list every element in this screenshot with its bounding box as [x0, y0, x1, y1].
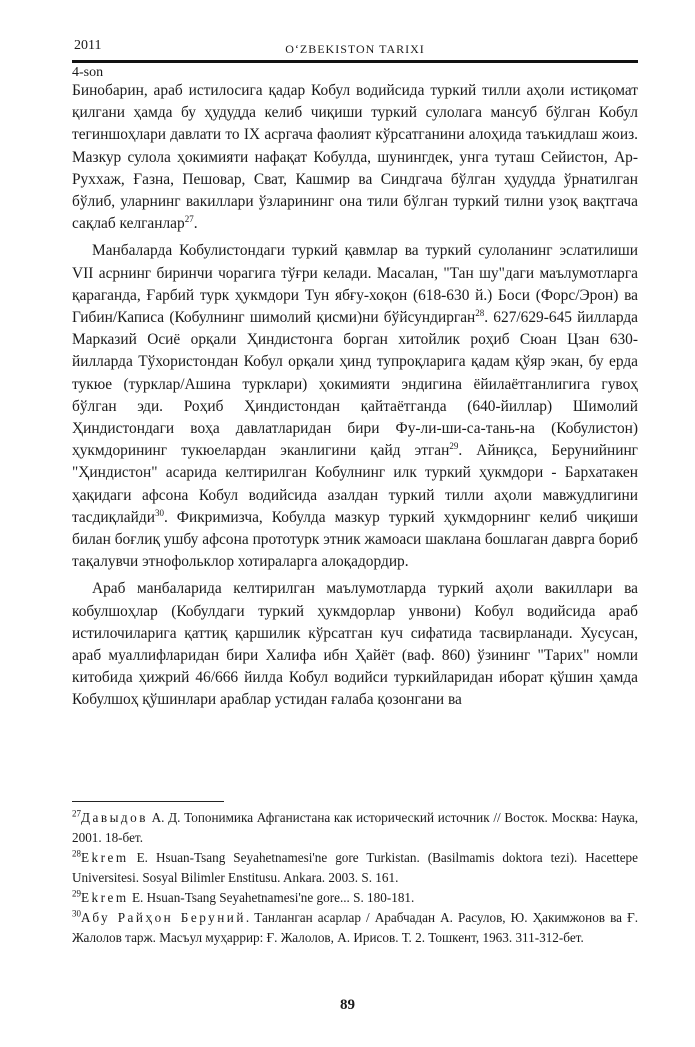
footnote-author: Давыдов: [81, 810, 148, 825]
body-text: [72, 80, 638, 712]
footnote-ref: 27: [184, 214, 194, 225]
footnote: [72, 888, 638, 908]
footnote-author: Ekrem: [81, 890, 129, 905]
footnote-text: А. Д. Топонимика Афганистана как исторический источник // Восток. Москва: Наука, 2001. 18-бет.: [72, 810, 638, 845]
footnote-number: 29: [72, 888, 81, 899]
running-header: [72, 38, 638, 60]
paragraph-text: .: [193, 215, 198, 233]
paragraph: [72, 578, 638, 711]
header-journal-title: O‘ZBEKISTON TARIXI: [285, 42, 425, 56]
paragraph-text: . Айниқса, Берунийнинг "Ҳиндистон" асарида келтирилган Кобулнинг илк туркий ҳукмдори - Бархатакен ҳақидаги афсона Кобул водийсида азалдан туркий тилли аҳоли мавжудлигини тасдиқлайди: [72, 442, 638, 526]
footnote-number: 27: [72, 808, 81, 819]
footnote-ref: 28: [475, 307, 485, 318]
paragraph-text: Араб манбаларида келтирилган маълумотларда туркий аҳоли вакиллари ва кобулшоҳлар (Кобулдаги туркий ҳукмдорлар унвони) Кобул водийсида араб истилочиларига қаттиқ қаршилик кўрсатган куч сифатида тасвирланади. Хусусан, араб муаллифларидан бири Халифа ибн Ҳайёт (ваф. 860) ўзининг "Тарих" номли китобида ҳижрий 46/666 йилда Кобул водийси туркийларидан иборат қўшин ҳамда Кобулшоҳ қўшинлари араблар устидан ғалаба қозонгани ва: [72, 580, 638, 709]
footnote-author: Ekrem: [81, 850, 129, 865]
footnote-number: 30: [72, 908, 81, 919]
footnote-author: Абу Райҳон Беруний: [81, 910, 246, 925]
footnote: [72, 848, 638, 888]
footnote-text: . Танланган асарлар / Арабчадан А. Расулов, Ю. Ҳакимжонов ва Ғ. Жалолов тарж. Масъул муҳаррир: Ғ. Жалолов, А. Ирисов. Т. 2. Тошкент, 1963. 311-312-бет.: [72, 910, 638, 945]
paragraph-text: . 627/629-645 йилларда Марказий Осиё орқали Ҳиндистонга борган хитойлик роҳиб Сюан Цзан 630-йилларда Тўхористондан Кобул орқали ҳинд тупроқларига қадам қўяр экан, бу ерда тукюе (турклар/Ашина турклари) ҳокимияти эндигина ёйилаётганлигига гувоҳ бўлган эди. Роҳиб Ҳиндистондан қайтаётганда (640-йиллар) Шимолий Ҳиндистондаги воҳа давлатларидан бири Фу-ли-ши-са-тань-на (Кобулистон) ҳукмдорининг тукюелардан эканлигини қайд этган: [72, 309, 638, 460]
footnote-separator: [72, 801, 224, 802]
paragraph: [72, 80, 638, 235]
header-year: 2011: [74, 38, 102, 53]
footnote: [72, 808, 638, 848]
footnote-number: 28: [72, 848, 81, 859]
header-rule: [72, 60, 638, 63]
footnotes: [72, 808, 638, 948]
paragraph-text: Бинобарин, араб истилосига қадар Кобул водийсида туркий тилли аҳоли истиқомат қилгани ҳамда бу ҳудудда келиб чиқиши туркий сулолага мансуб бўлган Кобул тегиншоҳлари давлати то IX асргача фаолият кўрсатганини алоҳида таъкидлаш жоиз. Мазкур сулола ҳокимияти нафақат Кобулда, шунингдек, унга туташ Сейистон, Ар-Руххаж, Ғазна, Пешовар, Сват, Кашмир ва Синдгача бўлган ҳудудда ўрнатилган бўлиб, уларнинг вакиллари ўзларининг она тили бўлган туркий тилни узоқ вақтгача сақлаб келганлар: [72, 82, 638, 233]
footnote: [72, 908, 638, 948]
footnote-text: E. Hsuan-Tsang Seyahetnamesi'ne gore Turkistan. (Basilmamis doktora tezi). Hacettepe Universitesi. Sosyal Bilimler Enstitusu. Ankara. 2003. S. 161.: [72, 850, 638, 885]
issue-number: 4-son: [72, 65, 104, 80]
footnote-ref: 30: [154, 507, 164, 518]
paragraph: [72, 240, 638, 573]
page-number: 89: [340, 997, 355, 1013]
paragraph-text: . Фикримизча, Кобулда мазкур туркий ҳукмдорнинг келиб чиқиши билан боғлиқ ушбу афсона прототурк этник жамоаси шаклана бошлаган даврга бориб тақалувчи этнофольклор хотираларга алоқадордир.: [72, 508, 638, 571]
paragraph-text: Манбаларда Кобулистондаги туркий қавмлар ва туркий сулоланинг эслатилиши VII асрнинг биринчи чорагига тўғри келади. Масалан, "Тан шу"даги маълумотларга қараганда, Ғарбий турк ҳукмдори Тун ябғу-хоқон (618-630 й.) Боси (Форс/Эрон) ва Гибин/Каписа (Кобулнинг шимолий қисми)ни бўйсундирган: [72, 242, 638, 327]
footnote-text: E. Hsuan-Tsang Seyahetnamesi'ne gore... S. 180-181.: [128, 890, 415, 905]
footnote-ref: 29: [449, 441, 459, 452]
